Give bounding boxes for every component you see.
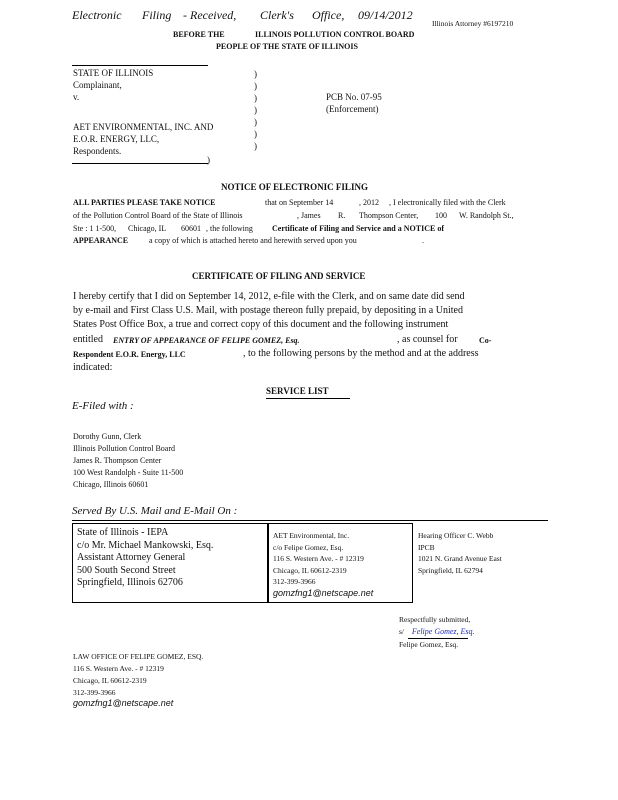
co-respondent: Respondent E.O.R. Energy, LLC [73, 350, 186, 359]
certificate-title: CERTIFICATE OF FILING AND SERVICE [192, 271, 366, 281]
col2-email[interactable]: gomzfng1@netscape.net [273, 588, 374, 598]
before-the: BEFORE THE [173, 30, 225, 39]
certificate-body [73, 290, 465, 332]
board-name: ILLINOIS POLLUTION CONTROL BOARD [255, 30, 415, 39]
law-office-line: Chicago, IL 60612-2319 [73, 676, 147, 685]
notice-bold: APPEARANCE [73, 236, 129, 245]
notice-bold: Certificate of Filing and Service and a NOTICE of [272, 224, 444, 233]
notice-text: 100 [435, 211, 447, 220]
caption-line [73, 103, 213, 115]
certificate-line: I hereby certify that I did on September 14, 2012, e-file with the Clerk, and on same date did send [73, 291, 465, 302]
notice-line-4 [73, 236, 513, 248]
col3-line: IPCB [418, 542, 435, 552]
clerk-line: Dorothy Gunn, Clerk [73, 432, 142, 441]
signature-line [399, 627, 475, 636]
law-office-email[interactable]: gomzfng1@netscape.net [73, 698, 174, 708]
efiled-colon: : [130, 400, 134, 412]
served-by: Served By U.S. Mail and E-Mail On [72, 505, 231, 517]
attorney-number: Illinois Attorney #6197210 [432, 19, 514, 28]
clerk-line: Illinois Pollution Control Board [73, 444, 176, 453]
caption-line: Complainant, [73, 80, 122, 90]
notice-text: Chicago, IL [128, 224, 167, 233]
col3-line: Springfield, IL 62794 [418, 565, 483, 575]
served-by-heading [72, 505, 237, 517]
service-col-1 [77, 527, 213, 590]
certificate-respondent-line [73, 348, 523, 362]
paren: ) [254, 117, 257, 127]
law-office-block [73, 651, 203, 699]
notice-text: . [422, 236, 424, 245]
efiled-with: E-Filed with [72, 400, 128, 412]
caption-line: AET ENVIRONMENTAL, INC. AND [73, 122, 214, 132]
col1-line: c/o Mr. Michael Mankowski, Esq. [77, 539, 214, 551]
law-office-line: LAW OFFICE OF FELIPE GOMEZ, ESQ. [73, 652, 204, 661]
notice-title: NOTICE OF ELECTRONIC FILING [221, 182, 368, 192]
paren: ) [254, 141, 257, 151]
col1-line: 500 South Second Street [77, 564, 176, 576]
indicated: indicated: [73, 362, 113, 373]
notice-text: Ste : 1 1-500, [73, 224, 117, 233]
service-list-underline [266, 398, 350, 399]
notice-text: a copy of which is attached hereto and herewith served upon you [149, 236, 357, 245]
certificate-line: by e-mail and First Class U.S. Mail, with postage thereon fully prepaid, by depositing in a United [73, 305, 463, 316]
paren: ) [254, 81, 257, 91]
col1-line: Assistant Attorney General [77, 552, 186, 563]
certificate-entitled-line [73, 334, 523, 348]
stamp-word-4: Clerk's [260, 8, 294, 22]
notice-text: W. Randolph St., [459, 211, 514, 220]
clerk-line: 100 West Randolph - Suite 11-500 [73, 468, 184, 477]
notice-text: , the following [206, 224, 253, 233]
clerk-line: James R. Thompson Center [73, 456, 162, 465]
caption-bottom-rule [72, 163, 208, 164]
as-counsel: , as counsel for [397, 334, 458, 345]
efiled-with-heading [72, 400, 134, 412]
col2-line: c/o Felipe Gomez, Esq. [273, 542, 344, 552]
caption-line: Respondents. [73, 146, 122, 156]
col2-line: 312-399-3966 [273, 577, 316, 586]
caption-line: v. [73, 92, 80, 102]
instrument-name: ENTRY OF APPEARANCE OF FELIPE GOMEZ, Esq. [113, 336, 300, 345]
stamp-word-1: Electronic [72, 8, 122, 22]
service-col-3 [418, 530, 502, 576]
co-word: Co- [479, 336, 492, 345]
served-colon: : [233, 505, 238, 517]
signature-underline [408, 638, 468, 639]
stamp-word-5: Office, [312, 8, 345, 22]
notice-text: Thompson Center, [359, 211, 419, 220]
caption-close-paren: ) [207, 155, 210, 165]
col1-line: Springfield, Illinois 62706 [77, 577, 183, 588]
service-col-2 [273, 530, 364, 588]
col1-line: State of Illinois - IEPA [77, 527, 169, 538]
notice-line-3 [73, 224, 513, 236]
notice-bold-lead: ALL PARTIES PLEASE TAKE NOTICE [73, 198, 216, 207]
notice-text: that on September 14 [265, 198, 334, 207]
caption-parens [254, 68, 257, 152]
notice-text: , I electronically filed with the Clerk [389, 198, 506, 207]
col2-line: AET Environmental, Inc. [273, 531, 350, 540]
clerk-line: Chicago, Illinois 60601 [73, 480, 149, 489]
notice-text: 60601 [181, 224, 201, 233]
col3-line: Hearing Officer C. Webb [418, 531, 494, 540]
law-office-line: 312-399-3966 [73, 688, 116, 697]
col2-line: 116 S. Western Ave. - # 12319 [273, 554, 364, 563]
stamp-word-3: - Received, [183, 8, 237, 22]
entitled-word: entitled [73, 334, 103, 345]
notice-text: of the Pollution Control Board of the State of Illinois [73, 211, 243, 220]
clerk-address [73, 431, 183, 491]
paren: ) [254, 129, 257, 139]
people-of-state: PEOPLE OF THE STATE OF ILLINOIS [216, 42, 358, 51]
notice-text: , 2012 [359, 198, 379, 207]
paren: ) [254, 105, 257, 115]
col2-line: Chicago, IL 60612-2319 [273, 565, 347, 575]
paren: ) [254, 93, 257, 103]
respectfully-submitted: Respectfully submitted, [399, 615, 471, 624]
certificate-line: States Post Office Box, a true and correct copy of this document and the following instrument [73, 319, 449, 330]
signature-prefix: s/ [399, 627, 405, 636]
to-following: , to the following persons by the method and at the address [243, 348, 479, 359]
stamp-date: 09/14/2012 [358, 8, 413, 22]
notice-line-2 [73, 211, 513, 223]
notice-line-1 [73, 198, 513, 210]
pcb-number: PCB No. 07-95 [326, 92, 382, 102]
served-by-rule [72, 520, 548, 521]
signer-name: Felipe Gomez, Esq. [399, 640, 459, 649]
caption-top-rule [72, 65, 208, 66]
notice-text: R. [338, 211, 346, 220]
caption-line: E.O.R. ENERGY, LLC, [73, 134, 160, 144]
paren: ) [254, 69, 257, 79]
stamp-word-2: Filing [142, 8, 172, 22]
col3-line: 1021 N. Grand Avenue East [418, 554, 502, 563]
service-list-title: SERVICE LIST [266, 386, 329, 396]
caption-parties [73, 67, 213, 157]
notice-text: , James [297, 211, 321, 220]
law-office-line: 116 S. Western Ave. - # 12319 [73, 664, 164, 673]
signature-name: Felipe Gomez, Esq. [411, 627, 475, 636]
caption-line: STATE OF ILLINOIS [73, 68, 154, 78]
enforcement: (Enforcement) [326, 104, 379, 114]
